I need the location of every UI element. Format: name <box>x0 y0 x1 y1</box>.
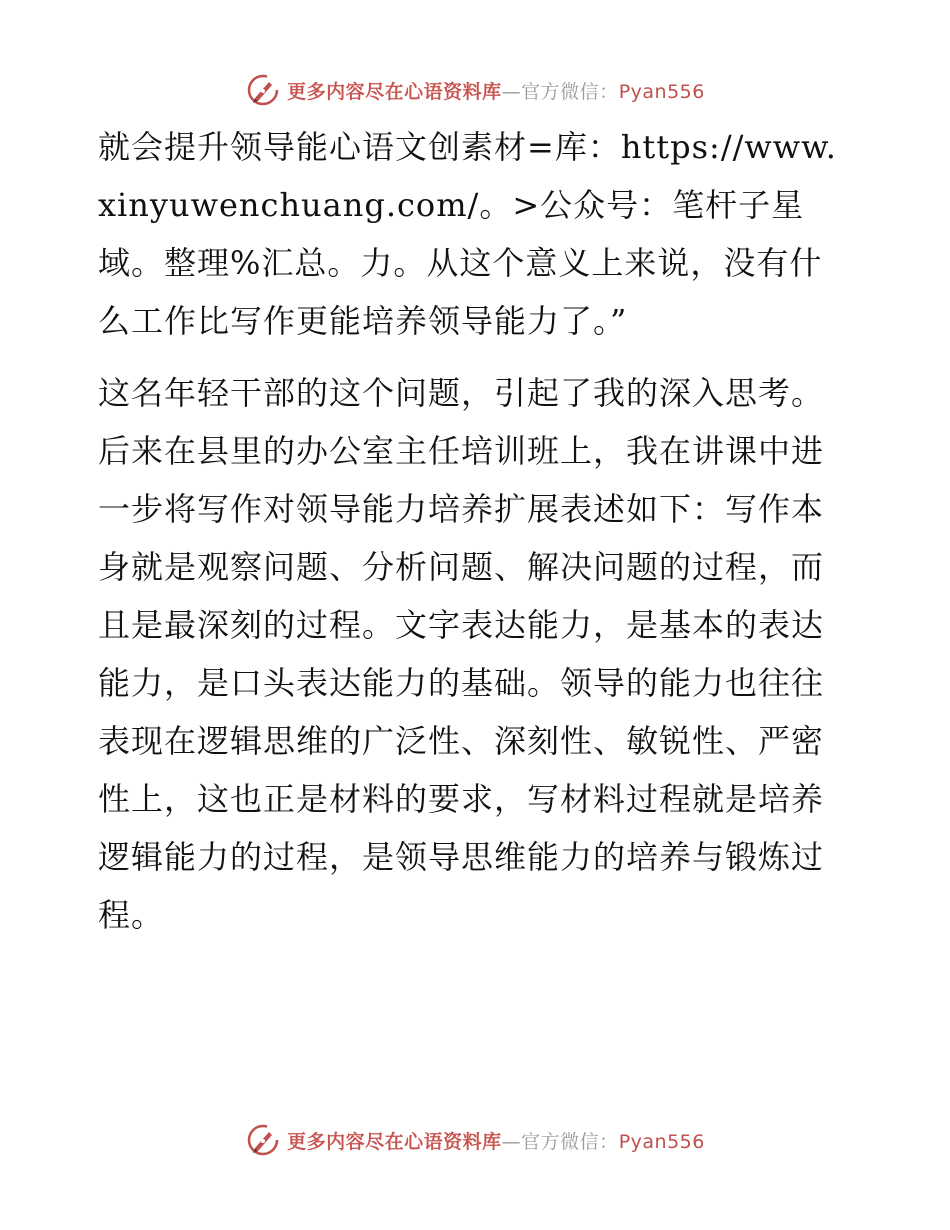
footer-wechat-id: Pyan556 <box>618 1130 705 1153</box>
paragraph-1: 就会提升领导能心语文创素材=库：https://www.xinyuwenchuang.com/。>公众号：笔杆子星域。整理%汇总。力。从这个意义上来说，没有什么工作比写作更能培养领导能力了。” <box>98 128 837 340</box>
footer-watermark <box>0 1120 950 1160</box>
footer-brand: 更多内容尽在心语资料库 <box>287 1130 502 1153</box>
pen-logo-icon <box>245 72 281 108</box>
header-text <box>287 77 705 104</box>
paragraph-2: 这名年轻干部的这个问题，引起了我的深入思考。后来在县里的办公室主任培训班上，我在讲课中进一步将写作对领导能力培养扩展表述如下：写作本身就是观察问题、分析问题、解决问题的过程，而且是最深刻的过程。文字表达能力，是基本的表达能力，是口头表达能力的基础。领导的能力也往往表现在逻辑思维的广泛性、深刻性、敏锐性、严密性上，这也正是材料的要求，写材料过程就是培养逻辑能力的过程，是领导思维能力的培养与锻炼过程。 <box>98 374 825 934</box>
document-body <box>98 118 850 944</box>
header-brand: 更多内容尽在心语资料库 <box>287 80 502 103</box>
header-wechat-id: Pyan556 <box>618 80 705 103</box>
header-watermark <box>0 70 950 110</box>
footer-separator: — <box>501 1130 522 1153</box>
header-separator: — <box>501 80 522 103</box>
footer-text <box>287 1127 705 1154</box>
header-wechat-label: 官方微信： <box>521 80 619 103</box>
footer-wechat-label: 官方微信： <box>521 1130 619 1153</box>
pen-logo-icon <box>245 1122 281 1158</box>
